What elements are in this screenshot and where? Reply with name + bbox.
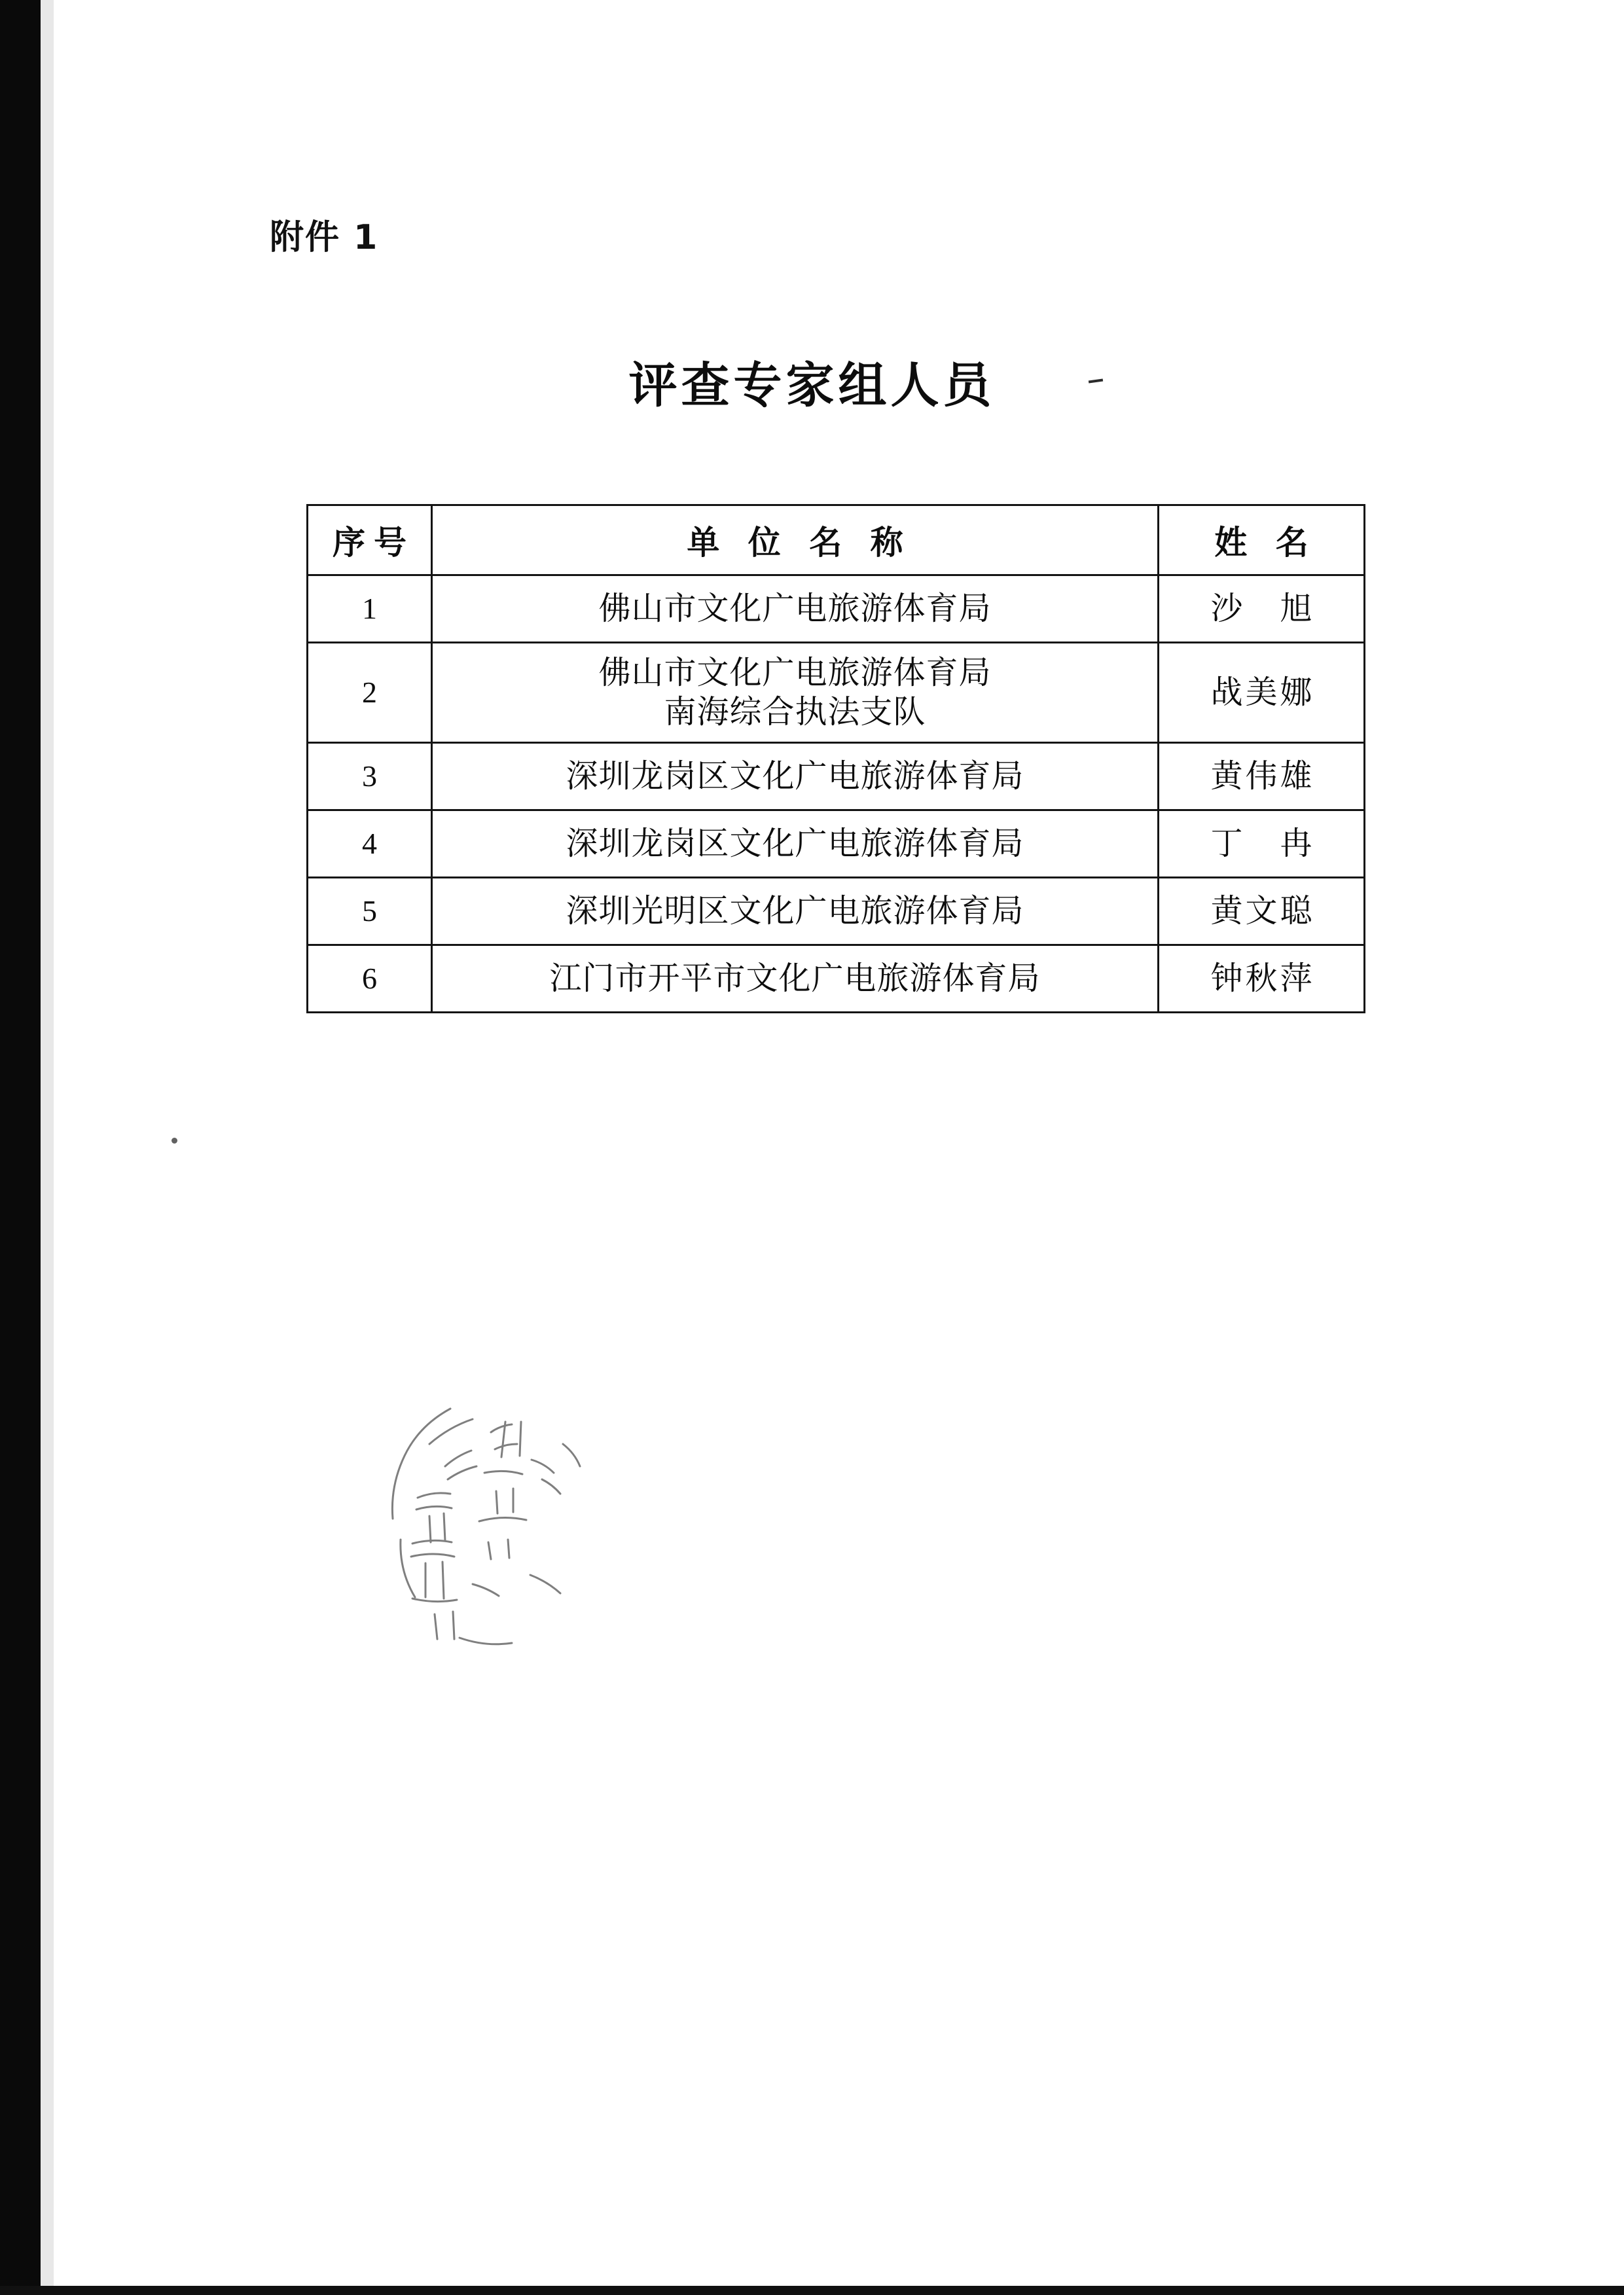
table-header xyxy=(308,505,1365,575)
cell-name: 钟秋萍 xyxy=(1159,945,1365,1013)
scan-speck-icon xyxy=(171,1138,177,1144)
table-row xyxy=(308,945,1365,1013)
cell-index: 6 xyxy=(308,945,432,1013)
cell-unit: 佛山市文化广电旅游体育局 xyxy=(432,575,1159,643)
cell-index: 1 xyxy=(308,575,432,643)
cell-unit-line-1: 佛山市文化广电旅游体育局 xyxy=(598,654,992,692)
cell-name: 黄文聪 xyxy=(1159,878,1365,945)
cell-index: 3 xyxy=(308,743,432,810)
cell-unit-line-2: 南海综合执法支队 xyxy=(664,693,926,731)
column-header-unit: 单 位 名 称 xyxy=(432,505,1159,575)
cell-unit: 深圳龙岗区文化广电旅游体育局 xyxy=(432,810,1159,878)
table-body xyxy=(308,575,1365,1013)
attachment-label: 附件 1 xyxy=(270,218,379,257)
cell-name: 战美娜 xyxy=(1159,643,1365,743)
column-header-name: 姓 名 xyxy=(1159,505,1365,575)
table-row xyxy=(308,575,1365,643)
table-row xyxy=(308,878,1365,945)
page-number xyxy=(0,2147,603,2188)
table-header-row xyxy=(308,505,1365,575)
cell-name: 沙 旭 xyxy=(1159,575,1365,643)
cell-name: 丁 冉 xyxy=(1159,810,1365,878)
cell-index: 5 xyxy=(308,878,432,945)
page-title: 评查专家组人员 xyxy=(628,357,996,414)
seal-stamp-icon xyxy=(367,1381,668,1682)
cell-unit xyxy=(432,643,1159,743)
table-row xyxy=(308,743,1365,810)
cell-unit: 江门市开平市文化广电旅游体育局 xyxy=(432,945,1159,1013)
cell-index: 4 xyxy=(308,810,432,878)
cell-unit: 深圳龙岗区文化广电旅游体育局 xyxy=(432,743,1159,810)
column-header-index: 序号 xyxy=(308,505,432,575)
table-row xyxy=(308,643,1365,743)
table-row xyxy=(308,810,1365,878)
cell-name: 黄伟雄 xyxy=(1159,743,1365,810)
expert-panel-table xyxy=(306,504,1365,1013)
cell-unit: 深圳光明区文化广电旅游体育局 xyxy=(432,878,1159,945)
cell-index: 2 xyxy=(308,643,432,743)
